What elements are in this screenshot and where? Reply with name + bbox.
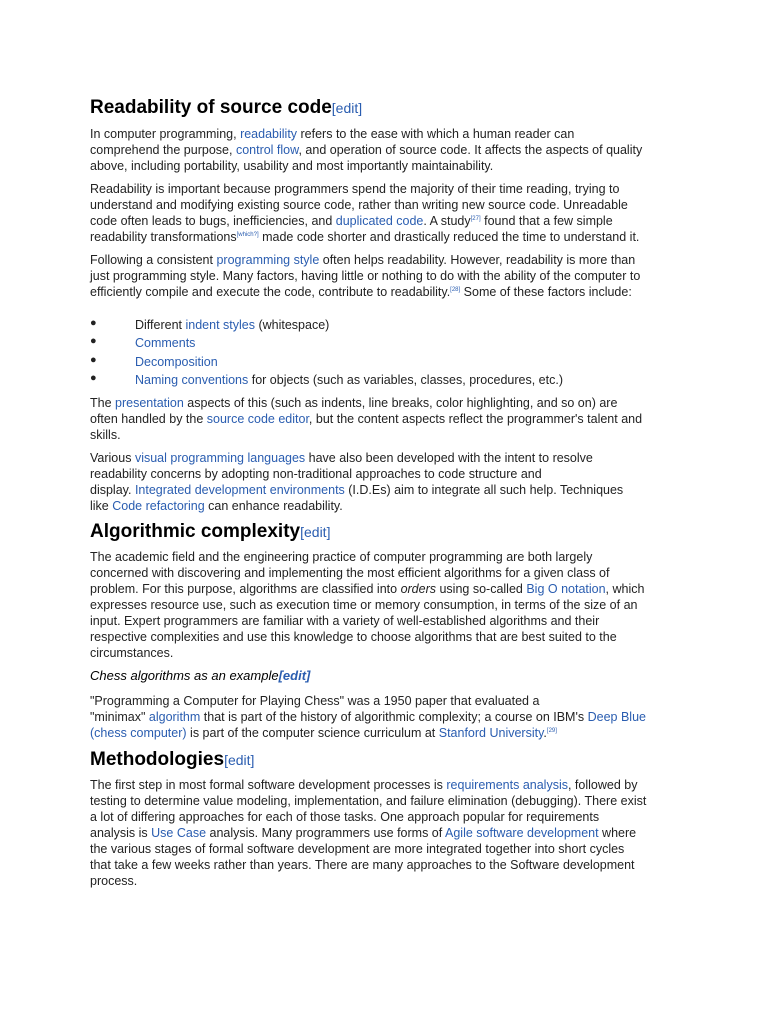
text: "minimax" xyxy=(90,710,149,724)
text: (whitespace) xyxy=(254,318,330,332)
text: circumstances. xyxy=(90,646,174,660)
bullet-icon: ● xyxy=(90,372,97,384)
link-requirements-analysis[interactable]: requirements analysis xyxy=(446,778,568,792)
text: . A study xyxy=(423,214,471,228)
text: problem. For this purpose, algorithms are classified into xyxy=(90,582,401,596)
citation-27[interactable]: [27] xyxy=(470,216,481,222)
link-agile-software-development[interactable]: Agile software development xyxy=(445,826,599,840)
link-readability[interactable]: readability xyxy=(240,127,298,141)
bullet-icon: ● xyxy=(90,354,97,366)
bullet-icon: ● xyxy=(90,335,97,347)
text: testing to determine value modeling, implementation, and failure elimination (debugging). There exist xyxy=(90,794,647,808)
citation-which[interactable]: [which?] xyxy=(236,232,259,238)
text: just programming style. Many factors, having little or nothing to do with the ability of the computer to xyxy=(90,269,641,283)
text: The academic field and the engineering practice of computer programming are both largely xyxy=(90,550,593,564)
link-stanford-university[interactable]: Stanford University xyxy=(438,726,544,740)
link-visual-programming-languages[interactable]: visual programming languages xyxy=(134,451,306,465)
text: Different xyxy=(135,318,186,332)
section-title: Readability of source code xyxy=(90,97,332,118)
text: above, including portability, usability and most importantly maintainability. xyxy=(90,159,494,173)
text: efficiently compile and execute the code, contribute to readability. xyxy=(90,285,451,299)
text: readability transformations xyxy=(90,230,237,244)
text: expresses resource use, such as execution time or memory consumption, in terms of the size of an xyxy=(90,598,638,612)
text: a lot of differing approaches for each of those tasks. One approach popular for requirements xyxy=(90,810,600,824)
text: Following a consistent xyxy=(90,253,217,267)
text: comprehend the purpose, xyxy=(90,143,236,157)
bullet-icon: ● xyxy=(90,317,97,329)
text: analysis. Many programmers use forms of xyxy=(206,826,446,840)
text: Various xyxy=(90,451,135,465)
link-algorithm[interactable]: algorithm xyxy=(148,710,201,724)
citation-29[interactable]: [29] xyxy=(546,728,557,734)
text: concerned with discovering and implementing the most efficient algorithms for a given class of xyxy=(90,566,610,580)
link-presentation[interactable]: presentation xyxy=(115,396,184,410)
edit-link[interactable]: [edit] xyxy=(224,752,255,768)
text: have also been developed with the intent to resolve xyxy=(305,451,593,465)
section-title: Algorithmic complexity xyxy=(90,521,301,542)
text: Readability is important because programmers spend the majority of their time reading, trying to xyxy=(90,182,620,196)
text: the various stages of formal software development are more integrated together into short cycles xyxy=(90,842,625,856)
text: analysis is xyxy=(90,826,152,840)
link-comments[interactable]: Comments xyxy=(135,336,196,350)
text: , but the content aspects reflect the programmer's talent and xyxy=(308,412,643,426)
text: Some of these factors include: xyxy=(460,285,632,299)
text: . xyxy=(543,726,547,740)
link-chess-computer[interactable]: (chess computer) xyxy=(90,726,187,740)
text: input. Expert programmers are familiar with a variety of well-established algorithms and their xyxy=(90,614,600,628)
text: that is part of the history of algorithmic complexity; a course on IBM's xyxy=(200,710,588,724)
link-code-refactoring[interactable]: Code refactoring xyxy=(112,499,205,513)
text: readability concerns by adopting non-traditional approaches to code structure and xyxy=(90,467,542,481)
text: (I.D.Es) aim to integrate all such help. Techniques xyxy=(344,483,624,497)
link-naming-conventions[interactable]: Naming conventions xyxy=(135,373,249,387)
citation-28[interactable]: [28] xyxy=(450,287,461,293)
text: The first step in most formal software development processes is xyxy=(90,778,447,792)
section-heading-methodologies xyxy=(90,749,254,771)
text: is part of the computer science curriculum at xyxy=(186,726,439,740)
link-deep-blue[interactable]: Deep Blue xyxy=(587,710,646,724)
link-big-o-notation[interactable]: Big O notation xyxy=(526,582,606,596)
emphasis-orders: orders xyxy=(400,582,436,596)
text: refers to the ease with which a human reader can xyxy=(297,127,575,141)
link-source-code-editor[interactable]: source code editor xyxy=(206,412,309,426)
link-use-case[interactable]: Use Case xyxy=(151,826,207,840)
text: can enhance readability. xyxy=(204,499,343,513)
link-duplicated-code[interactable]: duplicated code xyxy=(335,214,424,228)
link-indent-styles[interactable]: indent styles xyxy=(185,318,255,332)
link-integrated-development-environments[interactable]: Integrated development environments xyxy=(134,483,345,497)
link-decomposition[interactable]: Decomposition xyxy=(135,355,218,369)
section-title: Methodologies xyxy=(90,749,225,770)
section-heading-algorithmic-complexity xyxy=(90,521,330,543)
text: made code shorter and drastically reduced the time to understand it. xyxy=(258,230,640,244)
text: found that a few simple xyxy=(480,214,613,228)
text: using so-called xyxy=(436,582,527,596)
text: , and operation of source code. It affects the aspects of quality xyxy=(298,143,643,157)
text: code often leads to bugs, inefficiencies, and xyxy=(90,214,336,228)
text: like xyxy=(90,499,113,513)
text: for objects (such as variables, classes, procedures, etc.) xyxy=(248,373,563,387)
text: often helps readability. However, readability is more than xyxy=(319,253,636,267)
subsection-title: Chess algorithms as an example xyxy=(90,668,279,683)
subsection-heading-chess xyxy=(90,668,310,683)
text: The xyxy=(90,396,116,410)
text: understand and modifying existing source code, rather than writing new source code. Unreadable xyxy=(90,198,628,212)
edit-link[interactable]: [edit] xyxy=(278,668,311,683)
edit-link[interactable]: [edit] xyxy=(331,100,363,116)
text: process. xyxy=(90,874,138,888)
text: often handled by the xyxy=(90,412,207,426)
text: , which xyxy=(605,582,645,596)
text: In computer programming, xyxy=(90,127,241,141)
text: that take a few weeks rather than years. There are many approaches to the Software development xyxy=(90,858,635,872)
link-programming-style[interactable]: programming style xyxy=(216,253,320,267)
text: respective complexities and use this knowledge to choose algorithms that are best suited to the xyxy=(90,630,617,644)
link-control-flow[interactable]: control flow xyxy=(235,143,299,157)
text: aspects of this (such as indents, line breaks, color highlighting, and so on) are xyxy=(183,396,618,410)
section-heading-readability xyxy=(90,97,362,119)
text: , followed by xyxy=(567,778,638,792)
text: display. xyxy=(90,483,135,497)
text: where xyxy=(598,826,637,840)
edit-link[interactable]: [edit] xyxy=(300,524,331,540)
text: skills. xyxy=(90,428,121,442)
text: "Programming a Computer for Playing Chess" was a 1950 paper that evaluated a xyxy=(90,694,540,708)
